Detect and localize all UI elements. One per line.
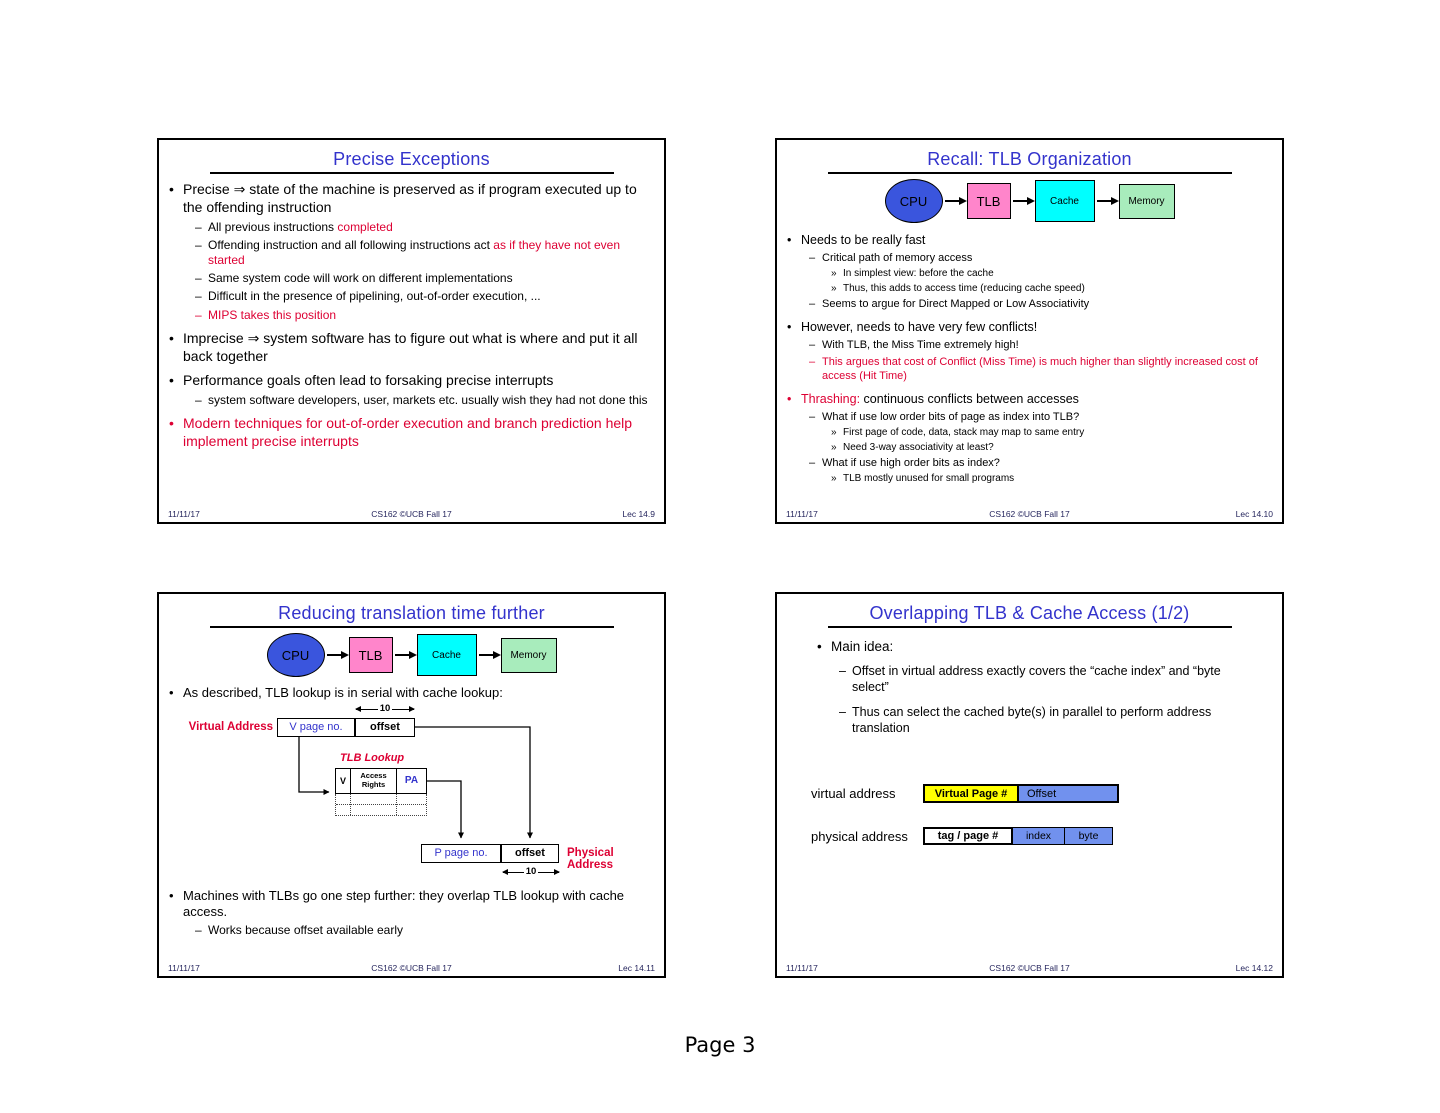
bullet-item [787, 298, 1272, 312]
footer-lecture-number: Lec 14.12 [1235, 963, 1273, 973]
bullet-marker: – [195, 922, 202, 937]
title-underline [210, 626, 614, 628]
arrow-right-icon [327, 654, 347, 656]
bullet-text: As described, TLB lookup is in serial with cache lookup: [183, 685, 503, 700]
bullet-item [787, 320, 1272, 336]
slide-title: Reducing translation time further [278, 603, 545, 623]
bullet-text: system software developers, user, markets etc. usually wish they had not done this [208, 393, 648, 408]
tlb-node [349, 637, 393, 673]
memory-node [501, 638, 557, 673]
physical-address-label: Physical Address [567, 846, 614, 871]
physical-address-column: PA [404, 775, 419, 786]
memory-label: Memory [1128, 195, 1165, 207]
valid-bit-column: V [336, 769, 351, 793]
bullet-marker: • [169, 415, 174, 432]
bullet-marker: • [817, 639, 822, 654]
bullet-item [817, 664, 1252, 696]
slide-precise-exceptions [157, 138, 666, 524]
bullet-text: This argues that cost of Conflict (Miss Time) is much higher than slightly increased cost of access (Hit Time) [822, 356, 1258, 382]
bullet-marker: – [839, 704, 846, 719]
bullet-text: Needs to be really fast [801, 233, 926, 247]
bullet-item [787, 339, 1272, 353]
bullet-item [169, 271, 654, 286]
bullet-marker: • [169, 181, 174, 197]
bullet-marker: – [195, 219, 202, 234]
bullet-item [169, 685, 654, 702]
bullet-text: Thrashing: continuous conflicts between accesses [801, 391, 1079, 406]
bullet-text: Performance goals often lead to forsaking precise interrupts [183, 372, 554, 389]
serial-lookup-diagram [169, 704, 654, 882]
bullet-text: Thus, this adds to access time (reducing cache speed) [843, 282, 1085, 294]
slide-footer [168, 509, 655, 519]
bullet-marker: • [787, 320, 792, 335]
bullet-text: Modern techniques for out-of-order execution and branch prediction help implement precise interrupts [183, 415, 633, 450]
bullet-text: Same system code will work on different implementations [208, 271, 513, 286]
memory-label: Memory [510, 649, 547, 661]
arrow-left-icon [503, 872, 524, 873]
tlb-lookup-table [335, 768, 427, 816]
title-underline [828, 172, 1232, 174]
memory-node [1119, 184, 1175, 219]
bullet-item [169, 415, 654, 451]
bullet-item [169, 888, 654, 921]
bullet-item [787, 411, 1272, 425]
bullet-item [787, 442, 1272, 455]
bullet-marker: • [169, 887, 174, 903]
bullet-item [169, 181, 654, 217]
tlb-label: TLB [976, 193, 1001, 209]
cpu-node [267, 633, 325, 677]
tlb-lookup-label: TLB Lookup [340, 751, 405, 764]
cache-node [417, 634, 477, 676]
p-page-no-field: P page no. [421, 844, 501, 863]
tlb-label: TLB [358, 647, 383, 663]
footer-lecture-number: Lec 14.9 [622, 509, 655, 519]
slide-footer [786, 509, 1273, 519]
byte-field: byte [1065, 827, 1113, 845]
bullet-marker: • [169, 329, 174, 346]
bullet-item [787, 268, 1272, 281]
footer-lecture-number: Lec 14.11 [618, 963, 655, 973]
bullet-text: However, needs to have very few conflicts! [801, 320, 1038, 335]
slide-footer [786, 963, 1273, 973]
bullet-text: MIPS takes this position [208, 307, 337, 322]
arrow-right-icon [538, 872, 559, 873]
bullet-item [169, 220, 654, 235]
footer-date: 11/11/17 [168, 963, 200, 973]
bullet-text: Offending instruction and all following instructions act as if they have not even started [208, 237, 621, 267]
physical-address-label: physical address [811, 828, 908, 844]
slide-title: Recall: TLB Organization [927, 149, 1132, 169]
cpu-node [885, 179, 943, 223]
tag-page-field: tag / page # [923, 827, 1013, 845]
virtual-address-row [811, 784, 1119, 803]
bullet-item [169, 238, 654, 268]
bullet-item [787, 252, 1272, 266]
bullet-marker: – [195, 393, 202, 408]
footer-date: 11/11/17 [786, 509, 818, 519]
bullet-marker: – [809, 298, 816, 311]
slide-title: Overlapping TLB & Cache Access (1/2) [869, 603, 1190, 623]
bullet-item [169, 393, 654, 408]
bullet-marker: • [787, 391, 792, 406]
bullet-text: With TLB, the Miss Time extremely high! [822, 339, 1019, 352]
slide-tlb-organization [775, 138, 1284, 524]
footer-course: CS162 ©UCB Fall 17 [989, 509, 1070, 519]
bullet-text: TLB mostly unused for small programs [843, 473, 1015, 485]
bullet-item [817, 705, 1252, 737]
arrow-left-icon [356, 709, 378, 710]
bit-count: 10 [379, 703, 391, 715]
slide-body [159, 685, 664, 938]
footer-course: CS162 ©UCB Fall 17 [371, 963, 452, 973]
offset-width-measure-bottom [503, 868, 559, 877]
bullet-marker: • [169, 372, 174, 389]
bullet-text: Seems to argue for Direct Mapped or Low Associativity [822, 298, 1090, 311]
bullet-marker: – [839, 664, 846, 679]
slide-title: Precise Exceptions [333, 149, 490, 169]
bullet-text: What if use low order bits of page as index into TLB? [822, 410, 1080, 423]
offset-field: Offset [1019, 784, 1119, 803]
bullet-item [169, 330, 654, 366]
bit-count: 10 [525, 866, 537, 878]
arrow-right-icon [479, 654, 499, 656]
footer-course: CS162 ©UCB Fall 17 [371, 509, 452, 519]
bullet-marker: – [195, 307, 202, 322]
bullet-item [787, 283, 1272, 296]
bullet-text: Need 3-way associativity at least? [843, 441, 994, 453]
bullet-marker: » [831, 441, 837, 453]
bullet-item [787, 356, 1272, 384]
tlb-table-rows [335, 794, 427, 816]
slide-overlapping-tlb-cache [775, 592, 1284, 978]
bullet-text: Main idea: [831, 639, 894, 654]
bullet-text: Difficult in the presence of pipelining, out-of-order execution, ... [208, 289, 541, 304]
bullet-marker: • [169, 685, 174, 700]
title-underline [828, 626, 1232, 628]
bullet-item [169, 289, 654, 304]
bullet-item [787, 233, 1272, 249]
bullet-marker: – [809, 356, 816, 369]
bullet-marker: • [787, 233, 792, 247]
bullet-item [787, 392, 1272, 408]
footer-course: CS162 ©UCB Fall 17 [989, 963, 1070, 973]
bullet-item [169, 923, 654, 938]
physical-address-row [811, 827, 1113, 845]
bullet-item [169, 308, 654, 323]
memory-pipeline-diagram [159, 631, 664, 679]
bullet-item [787, 427, 1272, 440]
bullet-text: Machines with TLBs go one step further: they overlap TLB lookup with cache access. [183, 887, 625, 919]
bullet-text: Thus can select the cached byte(s) in parallel to perform address translation [852, 704, 1212, 735]
bullet-item [817, 638, 1252, 655]
bullet-text: Works because offset available early [208, 922, 403, 937]
bullet-marker: – [195, 271, 202, 286]
cache-node [1035, 180, 1095, 222]
bullet-marker: » [831, 473, 837, 485]
bullet-marker: – [195, 237, 202, 252]
title-underline [210, 172, 614, 174]
bullet-text: Offset in virtual address exactly covers the “cache index” and “byte select” [852, 664, 1221, 695]
arrow-right-icon [392, 709, 414, 710]
bullet-text: In simplest view: before the cache [843, 267, 994, 279]
bullet-marker: – [809, 457, 816, 470]
slide-body [777, 233, 1282, 486]
bullet-marker: – [809, 251, 816, 264]
index-field: index [1013, 827, 1065, 845]
bullet-marker: » [831, 267, 837, 279]
slide-body [777, 638, 1282, 737]
footer-lecture-number: Lec 14.10 [1235, 509, 1273, 519]
bullet-marker: – [195, 289, 202, 304]
virtual-address-label: Virtual Address [188, 720, 273, 733]
arrow-right-icon [1097, 200, 1117, 202]
access-rights-column: Access Rights [351, 769, 397, 793]
arrow-right-icon [395, 654, 415, 656]
footer-date: 11/11/17 [786, 963, 818, 973]
slide-body [159, 181, 664, 451]
tlb-table-header [335, 768, 427, 794]
virtual-page-field: Virtual Page # [923, 784, 1019, 803]
bullet-item [787, 457, 1272, 471]
offset-width-measure [356, 705, 414, 714]
bullet-text: First page of code, data, stack may map to same entry [843, 426, 1085, 438]
bullet-marker: – [809, 339, 816, 352]
bullet-text: Critical path of memory access [822, 251, 973, 264]
memory-pipeline-diagram [777, 177, 1282, 225]
footer-date: 11/11/17 [168, 509, 200, 519]
bullet-text: What if use high order bits as index? [822, 457, 1000, 470]
cpu-label: CPU [281, 647, 310, 663]
page-number: Page 3 [684, 1033, 756, 1057]
bullet-item [787, 473, 1272, 486]
v-page-no-field: V page no. [277, 718, 355, 737]
slide-reducing-translation-time [157, 592, 666, 978]
bullet-text: Imprecise ⇒ system software has to figure out what is where and put it all back together [183, 329, 638, 364]
tlb-node [967, 183, 1011, 219]
cpu-label: CPU [899, 193, 928, 209]
cache-label: Cache [432, 649, 461, 661]
arrow-right-icon [945, 200, 965, 202]
virtual-address-label: virtual address [811, 786, 896, 801]
cache-label: Cache [1050, 195, 1079, 207]
slide-footer [168, 963, 655, 973]
bullet-marker: » [831, 426, 837, 438]
bullet-marker: – [809, 410, 816, 423]
offset-field-physical: offset [501, 844, 559, 863]
bullet-marker: » [831, 282, 837, 294]
bullet-text: All previous instructions completed [208, 219, 393, 234]
bullet-item [169, 372, 654, 390]
offset-field-virtual: offset [355, 718, 415, 737]
bullet-text: Precise ⇒ state of the machine is preserved as if program executed up to the offending instruction [183, 181, 637, 215]
arrow-right-icon [1013, 200, 1033, 202]
